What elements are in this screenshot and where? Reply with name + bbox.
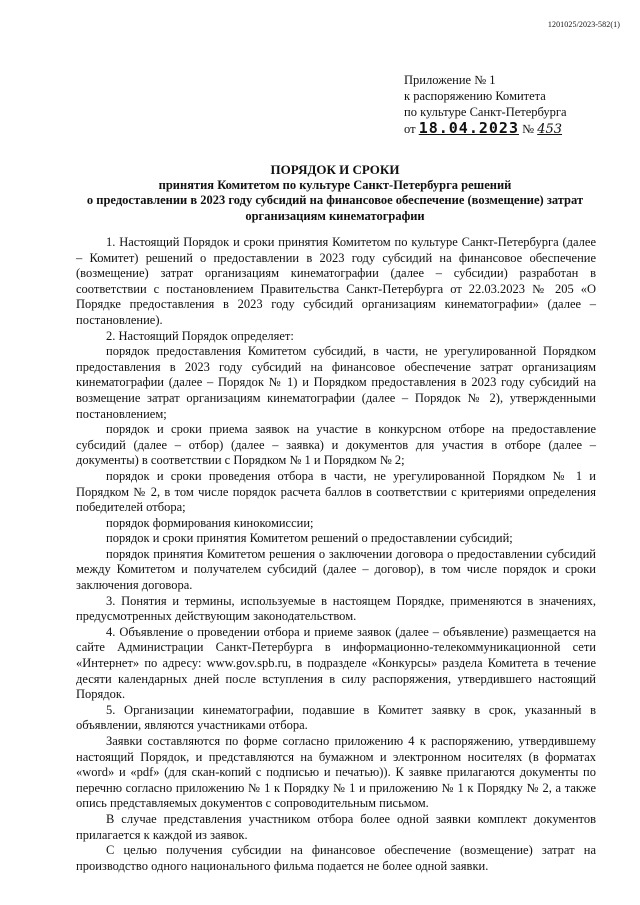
paragraph-5b: В случае представления участником отбора более одной заявки комплект документов прилагается к каждой из заявок. <box>76 811 596 842</box>
paragraph-2b: порядок и сроки приема заявок на участие в конкурсном отборе на предоставление субсидий (далее – отбор) (далее – заявка) и документов для участия в отборе (далее – документы) в соответствии с Порядком № 1 и Порядком № 2; <box>76 422 596 468</box>
paragraph-4: 4. Объявление о проведении отбора и приеме заявок (далее – объявление) размещается на сайте Администрации Санкт-Петербурга в информационно-телекоммуникационной сети «Интернет» по адресу: www.gov.spb.ru, в подразделе «Конкурсы» раздела Комитета в течение десяти календарных дней после вступления в силу распоряжения, утвердившего настоящий Порядок. <box>76 624 596 702</box>
appendix-number: 453 <box>537 122 563 137</box>
title-line-3: о предоставлении в 2023 году субсидий на финансовое обеспечение (возмещение) затрат <box>86 193 584 207</box>
paragraph-1: 1. Настоящий Порядок и сроки принятия Комитетом по культуре Санкт-Петербурга (далее – Комитет) решений о предоставлении в 2023 году субсидий на финансовое обеспечение (возмещение) затрат организациям кинематографии (далее – субсидии) разработан в соответствии с постановлением Правительства Санкт-Петербурга от 22.03.2023 № 205 «О Порядке предоставления в 2023 году субсидий организациям кинематографии» (далее – постановление). <box>76 235 596 327</box>
paragraph-2f: порядок принятия Комитетом решения о заключении договора о предоставлении субсидий между Комитетом и получателем субсидий (далее – договор), в том числе порядок и сроки заключения договора. <box>76 546 596 593</box>
appendix-date-line <box>404 120 567 138</box>
appendix-committee: по культуре Санкт-Петербурга <box>404 105 567 119</box>
title-line-4: организациям кинематографии <box>245 208 425 223</box>
appendix-title: Приложение № 1 <box>404 73 496 87</box>
document-body <box>76 235 596 874</box>
appendix-block <box>404 72 567 138</box>
paragraph-2c: порядок и сроки проведения отбора в части, не урегулированной Порядком № 1 и Порядком № 2, в том числе порядок расчета баллов в соответствии с критериями определения победителей отбора; <box>76 468 596 515</box>
paragraph-5a: Заявки составляются по форме согласно приложению 4 к распоряжению, утвердившему настоящий Порядок, и представляются на бумажном и электронном носителях (в форматах «word» и «pdf» (для скан-копий с подписью и печатью)). К заявке прилагаются документы по перечню согласно приложению № 1 к Порядку № 1 и приложению № 1 к Порядку № 2, а также опись представляемых документов с сопроводительным письмом. <box>76 734 596 811</box>
paragraph-2a: порядок предоставления Комитетом субсидий, в части, не урегулированной Порядком предоставления в 2023 году субсидий на финансовое обеспечение затрат организациям кинематографии (далее – Порядок № 1) и Порядком предоставления в 2023 году субсидий на возмещение затрат организациям кинематографии (далее – Порядок № 2), утвержденными постановлением; <box>76 344 596 421</box>
paragraph-5c: С целью получения субсидии на финансовое обеспечение (возмещение) затрат на производство одного национального фильма подается не более одной заявки. <box>76 843 596 873</box>
document-code: 1201025/2023-582(1) <box>547 20 620 29</box>
appendix-date: 18.04.2023 <box>418 119 519 137</box>
appendix-order-ref: к распоряжению Комитета <box>404 89 546 103</box>
paragraph-3: 3. Понятия и термины, используемые в настоящем Порядке, применяются в значениях, предусмотренных действующим законодательством. <box>76 593 596 624</box>
title-main: ПОРЯДОК И СРОКИ <box>270 162 400 177</box>
title-line-2: принятия Комитетом по культуре Санкт-Петербурга решений <box>158 177 512 192</box>
appendix-ot-label: от <box>404 122 416 136</box>
appendix-no-label: № <box>522 122 535 136</box>
paragraph-2: 2. Настоящий Порядок определяет: <box>106 328 294 343</box>
paragraph-2e: порядок и сроки принятия Комитетом решений о предоставлении субсидий; <box>106 531 513 546</box>
paragraph-5: 5. Организации кинематографии, подавшие в Комитет заявку в срок, указанный в объявлении, являются участниками отбора. <box>76 702 596 733</box>
document-title <box>70 162 600 224</box>
paragraph-2d: порядок формирования кинокомиссии; <box>106 515 314 530</box>
